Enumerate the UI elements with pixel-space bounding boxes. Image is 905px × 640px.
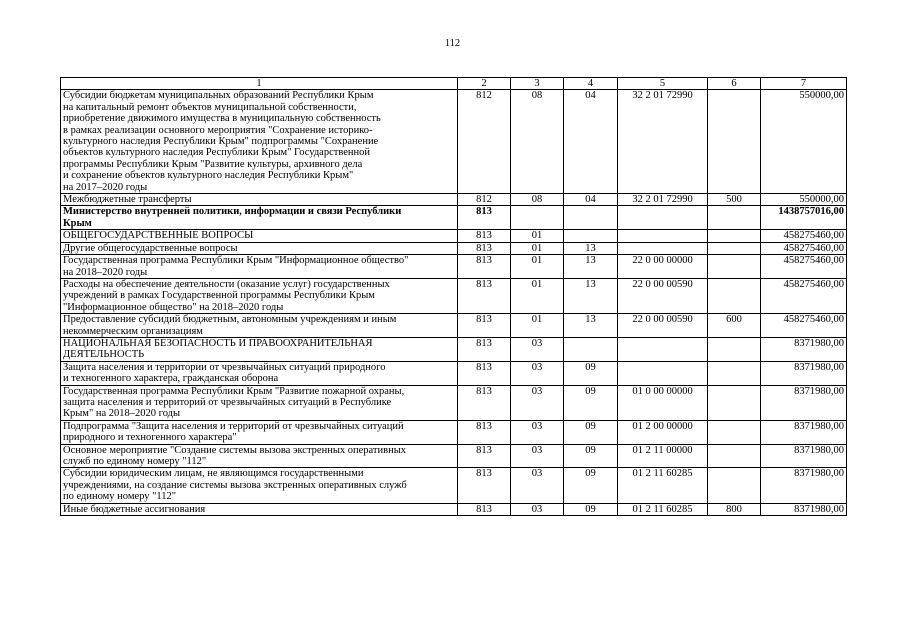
- section-code-cell: 03: [511, 361, 564, 385]
- subsection-code-cell: 13: [564, 314, 618, 338]
- subsection-code-cell: 13: [564, 242, 618, 254]
- admin-code-cell: 813: [458, 503, 511, 515]
- row-name-cell: [61, 361, 458, 385]
- section-code-cell: 08: [511, 194, 564, 206]
- table-row: [61, 420, 847, 444]
- subsection-code-cell: 09: [564, 385, 618, 420]
- target-article-cell: [618, 206, 708, 230]
- row-name-line: учреждениями, на создание системы вызова экстренных оперативных служб: [63, 479, 407, 491]
- target-article-cell: [618, 337, 708, 361]
- row-name-line: защита населения и территорий от чрезвычайных ситуаций в Республике: [63, 396, 392, 408]
- target-article-cell: 01 2 11 60285: [618, 503, 708, 515]
- expense-type-cell: [708, 230, 761, 242]
- row-name-line: по единому номеру "112": [63, 491, 177, 503]
- section-code-cell: 01: [511, 314, 564, 338]
- section-code-cell: 03: [511, 503, 564, 515]
- row-name-line: учреждений в рамках Государственной программы Республики Крым: [63, 290, 375, 302]
- row-name-cell: [61, 255, 458, 279]
- subsection-code-cell: [564, 206, 618, 230]
- expense-type-cell: [708, 420, 761, 444]
- admin-code-cell: 813: [458, 278, 511, 313]
- amount-cell: 1438757016,00: [761, 206, 847, 230]
- admin-code-cell: 813: [458, 385, 511, 420]
- expense-type-cell: [708, 361, 761, 385]
- target-article-cell: 01 2 00 00000: [618, 420, 708, 444]
- section-code-cell: 03: [511, 444, 564, 468]
- row-name-line: Другие общегосударственные вопросы: [63, 242, 238, 254]
- amount-cell: 8371980,00: [761, 468, 847, 503]
- row-name-line: природного и техногенного характера": [63, 432, 237, 444]
- section-code-cell: 08: [511, 90, 564, 194]
- row-name-line: Предоставление субсидий бюджетным, автономным учреждениям и иным: [63, 314, 397, 326]
- section-code-cell: 03: [511, 337, 564, 361]
- table-row: [61, 385, 847, 420]
- column-header: 4: [564, 78, 618, 90]
- amount-cell: 458275460,00: [761, 255, 847, 279]
- row-name-line: объектов культурного наследия Республики Крым" Государственной: [63, 147, 370, 159]
- budget-table: [60, 77, 847, 516]
- row-name-line: приобретение движимого имущества в муниципальную собственность: [63, 113, 381, 125]
- table-row: [61, 194, 847, 206]
- expense-type-cell: 500: [708, 194, 761, 206]
- row-name-line: ОБЩЕГОСУДАРСТВЕННЫЕ ВОПРОСЫ: [63, 230, 254, 242]
- row-name-line: НАЦИОНАЛЬНАЯ БЕЗОПАСНОСТЬ И ПРАВООХРАНИТЕЛЬНАЯ: [63, 337, 373, 349]
- target-article-cell: 01 0 00 00000: [618, 385, 708, 420]
- section-code-cell: 01: [511, 278, 564, 313]
- admin-code-cell: 813: [458, 314, 511, 338]
- expense-type-cell: 800: [708, 503, 761, 515]
- section-code-cell: 01: [511, 242, 564, 254]
- amount-cell: 8371980,00: [761, 444, 847, 468]
- table-row: [61, 230, 847, 242]
- row-name-cell: [61, 314, 458, 338]
- row-name-line: программы Республики Крым "Развитие культуры, архивного дела: [63, 158, 363, 170]
- amount-cell: 458275460,00: [761, 278, 847, 313]
- subsection-code-cell: 04: [564, 194, 618, 206]
- target-article-cell: 32 2 01 72990: [618, 90, 708, 194]
- amount-cell: 8371980,00: [761, 503, 847, 515]
- amount-cell: 458275460,00: [761, 230, 847, 242]
- expense-type-cell: [708, 206, 761, 230]
- expense-type-cell: [708, 385, 761, 420]
- table-row: [61, 242, 847, 254]
- subsection-code-cell: 09: [564, 503, 618, 515]
- amount-cell: 458275460,00: [761, 242, 847, 254]
- row-name-line: Иные бюджетные ассигнования: [63, 503, 206, 515]
- row-name-line: и сохранение объектов культурного наследия Республики Крым": [63, 170, 354, 182]
- row-name-line: культурного наследия Республики Крым" подпрограммы "Сохранение: [63, 136, 379, 148]
- section-code-cell: 01: [511, 230, 564, 242]
- row-name-line: Расходы на обеспечение деятельности (оказание услуг) государственных: [63, 278, 390, 290]
- column-header-row: [61, 78, 847, 90]
- target-article-cell: 22 0 00 00590: [618, 314, 708, 338]
- row-name-line: некоммерческим организациям: [63, 325, 203, 337]
- row-name-line: Министерство внутренней политики, информации и связи Республики: [63, 206, 402, 218]
- expense-type-cell: [708, 255, 761, 279]
- subsection-code-cell: 13: [564, 255, 618, 279]
- amount-cell: 458275460,00: [761, 314, 847, 338]
- admin-code-cell: 812: [458, 90, 511, 194]
- table-row: [61, 503, 847, 515]
- table-row: [61, 278, 847, 313]
- table-row: [61, 468, 847, 503]
- target-article-cell: 01 2 11 00000: [618, 444, 708, 468]
- target-article-cell: 32 2 01 72990: [618, 194, 708, 206]
- row-name-line: на 2017–2020 годы: [63, 181, 148, 193]
- row-name-cell: [61, 278, 458, 313]
- row-name-line: Основное мероприятие "Создание системы вызова экстренных оперативных: [63, 444, 407, 456]
- row-name-cell: [61, 385, 458, 420]
- admin-code-cell: 813: [458, 361, 511, 385]
- target-article-cell: [618, 242, 708, 254]
- row-name-cell: [61, 468, 458, 503]
- row-name-line: служб по единому номеру "112": [63, 456, 207, 467]
- expense-type-cell: [708, 337, 761, 361]
- row-name-line: Подпрограмма "Защита населения и территорий от чрезвычайных ситуаций: [63, 420, 404, 432]
- admin-code-cell: 813: [458, 468, 511, 503]
- admin-code-cell: 812: [458, 194, 511, 206]
- row-name-cell: [61, 242, 458, 254]
- expense-type-cell: [708, 242, 761, 254]
- amount-cell: 8371980,00: [761, 385, 847, 420]
- row-name-cell: [61, 444, 458, 468]
- row-name-line: в рамках реализации основного мероприятия "Сохранение историко-: [63, 124, 373, 136]
- table-row: [61, 314, 847, 338]
- row-name-line: на капитальный ремонт объектов муниципальной собственности,: [63, 101, 357, 113]
- admin-code-cell: 813: [458, 230, 511, 242]
- target-article-cell: 22 0 00 00590: [618, 278, 708, 313]
- row-name-line: и техногенного характера, гражданская оборона: [63, 373, 279, 385]
- column-header: 3: [511, 78, 564, 90]
- amount-cell: 8371980,00: [761, 361, 847, 385]
- admin-code-cell: 813: [458, 206, 511, 230]
- expense-type-cell: [708, 444, 761, 468]
- amount-cell: 8371980,00: [761, 420, 847, 444]
- expense-type-cell: [708, 278, 761, 313]
- section-code-cell: 03: [511, 385, 564, 420]
- subsection-code-cell: 09: [564, 361, 618, 385]
- row-name-cell: [61, 90, 458, 194]
- section-code-cell: 03: [511, 420, 564, 444]
- amount-cell: 8371980,00: [761, 337, 847, 361]
- row-name-cell: [61, 194, 458, 206]
- row-name-line: Государственная программа Республики Крым "Развитие пожарной охраны,: [63, 385, 405, 397]
- table-row: [61, 90, 847, 194]
- subsection-code-cell: 09: [564, 444, 618, 468]
- table-row: [61, 337, 847, 361]
- subsection-code-cell: [564, 230, 618, 242]
- section-code-cell: 03: [511, 468, 564, 503]
- target-article-cell: [618, 230, 708, 242]
- row-name-cell: [61, 230, 458, 242]
- expense-type-cell: [708, 468, 761, 503]
- row-name-line: Субсидии бюджетам муниципальных образований Республики Крым: [63, 90, 374, 102]
- amount-cell: 550000,00: [761, 90, 847, 194]
- target-article-cell: [618, 361, 708, 385]
- column-header: 7: [761, 78, 847, 90]
- row-name-line: на 2018–2020 годы: [63, 266, 148, 278]
- subsection-code-cell: 09: [564, 420, 618, 444]
- target-article-cell: 22 0 00 00000: [618, 255, 708, 279]
- subsection-code-cell: 13: [564, 278, 618, 313]
- admin-code-cell: 813: [458, 444, 511, 468]
- admin-code-cell: 813: [458, 242, 511, 254]
- page-number: 112: [444, 38, 461, 49]
- subsection-code-cell: 09: [564, 468, 618, 503]
- expense-type-cell: [708, 90, 761, 194]
- admin-code-cell: 813: [458, 337, 511, 361]
- row-name-line: "Информационное общество" на 2018–2020 годы: [63, 301, 284, 313]
- subsection-code-cell: 04: [564, 90, 618, 194]
- section-code-cell: 01: [511, 255, 564, 279]
- column-header: 5: [618, 78, 708, 90]
- row-name-line: Межбюджетные трансферты: [63, 194, 192, 206]
- column-header: 2: [458, 78, 511, 90]
- row-name-cell: [61, 420, 458, 444]
- section-code-cell: [511, 206, 564, 230]
- expense-type-cell: 600: [708, 314, 761, 338]
- row-name-line: Крым" на 2018–2020 годы: [63, 408, 181, 420]
- table-row: [61, 361, 847, 385]
- row-name-line: Субсидии юридическим лицам, не являющимся государственными: [63, 468, 364, 480]
- amount-cell: 550000,00: [761, 194, 847, 206]
- row-name-cell: [61, 337, 458, 361]
- row-name-line: Защита населения и территории от чрезвычайных ситуаций природного: [63, 361, 386, 373]
- table-row: [61, 206, 847, 230]
- admin-code-cell: 813: [458, 255, 511, 279]
- table-row: [61, 255, 847, 279]
- row-name-line: Государственная программа Республики Крым "Информационное общество": [63, 255, 409, 267]
- target-article-cell: 01 2 11 60285: [618, 468, 708, 503]
- table-row: [61, 444, 847, 468]
- row-name-line: Крым: [63, 217, 92, 229]
- row-name-cell: [61, 206, 458, 230]
- row-name-line: ДЕЯТЕЛЬНОСТЬ: [63, 349, 145, 361]
- admin-code-cell: 813: [458, 420, 511, 444]
- column-header: 1: [61, 78, 458, 90]
- row-name-cell: [61, 503, 458, 515]
- column-header: 6: [708, 78, 761, 90]
- subsection-code-cell: [564, 337, 618, 361]
